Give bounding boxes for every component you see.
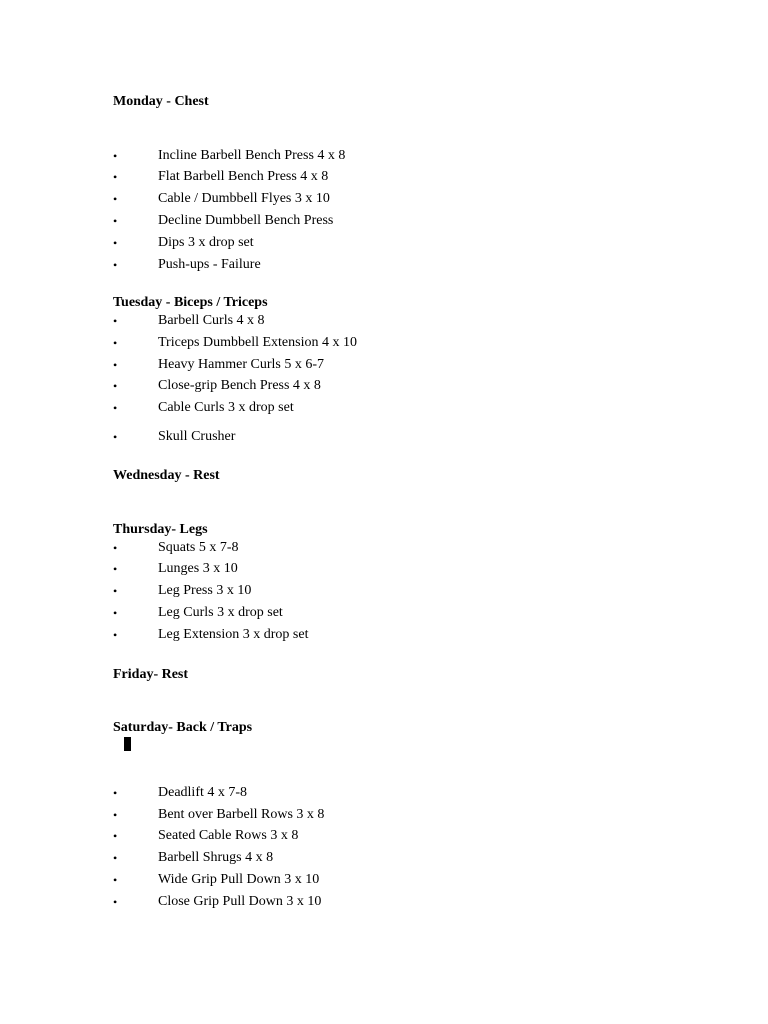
bullet-icon: • <box>113 584 118 598</box>
bullet-icon: • <box>113 149 118 163</box>
list-item-text: Skull Crusher <box>158 429 236 444</box>
bullet-icon: • <box>113 379 118 393</box>
list-item-text: Close Grip Pull Down 3 x 10 <box>158 894 322 909</box>
list-item-text: Deadlift 4 x 7-8 <box>158 785 248 800</box>
bullet-icon: • <box>113 336 118 350</box>
list-item-text: Squats 5 x 7-8 <box>158 540 239 555</box>
bullet-icon: • <box>113 358 118 372</box>
thursday-heading: Thursday- Legs <box>113 522 208 537</box>
bullet-icon: • <box>113 170 118 184</box>
bullet-icon: • <box>113 258 118 272</box>
list-item-text: Leg Curls 3 x drop set <box>158 605 283 620</box>
wednesday-heading: Wednesday - Rest <box>113 468 220 483</box>
bullet-icon: • <box>113 786 118 800</box>
text-cursor-block <box>124 737 131 751</box>
bullet-icon: • <box>113 873 118 887</box>
list-item-text: Flat Barbell Bench Press 4 x 8 <box>158 169 329 184</box>
bullet-icon: • <box>113 401 118 415</box>
list-item-text: Heavy Hammer Curls 5 x 6-7 <box>158 357 325 372</box>
bullet-icon: • <box>113 851 118 865</box>
saturday-heading: Saturday- Back / Traps <box>113 720 253 735</box>
bullet-icon: • <box>113 236 118 250</box>
list-item-text: Leg Press 3 x 10 <box>158 583 252 598</box>
tuesday-heading: Tuesday - Biceps / Triceps <box>113 295 268 310</box>
bullet-icon: • <box>113 192 118 206</box>
bullet-icon: • <box>113 829 118 843</box>
friday-heading: Friday- Rest <box>113 667 189 682</box>
list-item-text: Bent over Barbell Rows 3 x 8 <box>158 807 325 822</box>
bullet-icon: • <box>113 562 118 576</box>
bullet-icon: • <box>113 606 118 620</box>
list-item-text: Cable Curls 3 x drop set <box>158 400 294 415</box>
list-item-text: Incline Barbell Bench Press 4 x 8 <box>158 148 346 163</box>
bullet-icon: • <box>113 314 118 328</box>
monday-heading: Monday - Chest <box>113 94 209 109</box>
list-item-text: Push-ups - Failure <box>158 257 261 272</box>
list-item-text: Leg Extension 3 x drop set <box>158 627 309 642</box>
bullet-icon: • <box>113 430 118 444</box>
list-item-text: Decline Dumbbell Bench Press <box>158 213 334 228</box>
bullet-icon: • <box>113 808 118 822</box>
list-item-text: Triceps Dumbbell Extension 4 x 10 <box>158 335 357 350</box>
list-item-text: Barbell Shrugs 4 x 8 <box>158 850 274 865</box>
list-item-text: Close-grip Bench Press 4 x 8 <box>158 378 321 393</box>
bullet-icon: • <box>113 541 118 555</box>
bullet-icon: • <box>113 628 118 642</box>
list-item-text: Lunges 3 x 10 <box>158 561 238 576</box>
bullet-icon: • <box>113 214 118 228</box>
bullet-icon: • <box>113 895 118 909</box>
list-item-text: Barbell Curls 4 x 8 <box>158 313 265 328</box>
list-item-text: Dips 3 x drop set <box>158 235 254 250</box>
list-item-text: Seated Cable Rows 3 x 8 <box>158 828 299 843</box>
list-item-text: Cable / Dumbbell Flyes 3 x 10 <box>158 191 330 206</box>
list-item-text: Wide Grip Pull Down 3 x 10 <box>158 872 320 887</box>
